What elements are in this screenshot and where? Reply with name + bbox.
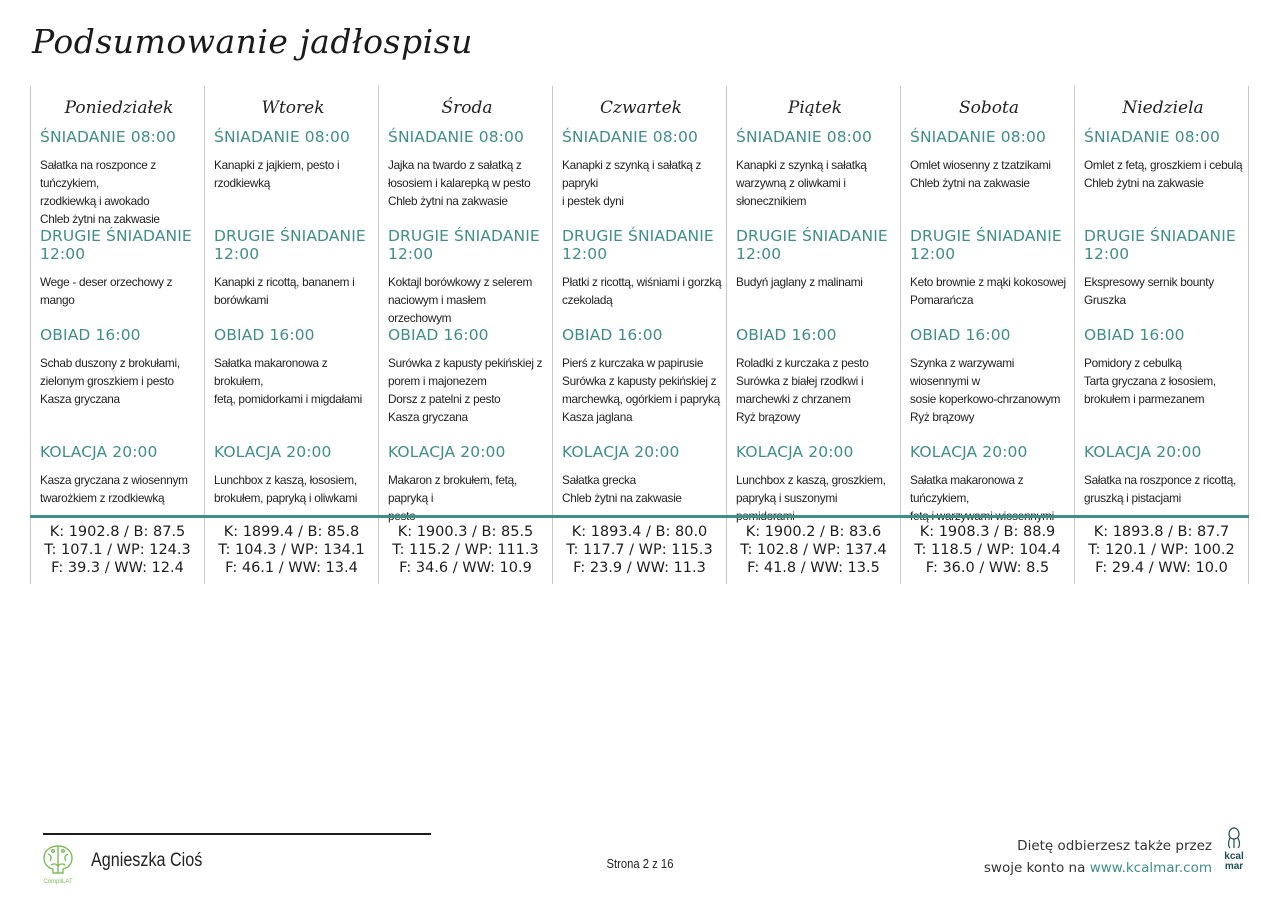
meal-item: i pestek dyni xyxy=(562,194,624,208)
footer-divider xyxy=(43,833,431,835)
day-totals xyxy=(553,523,726,577)
meal-item: Kasza gryczana xyxy=(388,410,468,424)
meal-item: Sałatka na roszponce z tuńczykiem, xyxy=(40,158,157,190)
day-totals xyxy=(901,523,1074,577)
meal-item: Sałatka makaronowa z brokułem, xyxy=(214,356,328,388)
day-column-tuesday xyxy=(204,86,378,584)
meal-item: borówkami xyxy=(214,293,269,307)
totals-line: T: 102.8 / WP: 137.4 xyxy=(740,542,887,558)
meal-item: sosie koperkowo-chrzanowym xyxy=(910,392,1061,406)
totals-line: K: 1908.3 / B: 88.9 xyxy=(919,524,1056,540)
day-totals xyxy=(205,523,378,577)
meal-item: Schab duszony z brokułami, xyxy=(40,356,180,370)
meal-second-breakfast xyxy=(214,227,374,309)
meal-item: Kanapki z ricottą, bananem i xyxy=(214,275,355,289)
logo-text: CompliLAT xyxy=(43,879,73,885)
meal-item: Chleb żytni na zakwasie xyxy=(40,212,160,226)
meal-lunch xyxy=(910,326,1070,426)
meal-label: KOLACJA 20:00 xyxy=(1084,443,1202,461)
meal-breakfast xyxy=(562,128,722,210)
meal-label: DRUGIE ŚNIADANIE 12:00 xyxy=(388,227,540,263)
meal-label: DRUGIE ŚNIADANIE 12:00 xyxy=(214,227,366,263)
meal-label: KOLACJA 20:00 xyxy=(214,443,332,461)
meal-item: Sałatka makaronowa z tuńczykiem, xyxy=(910,473,1024,505)
meal-item: Ryż brązowy xyxy=(736,410,801,424)
totals-line: K: 1900.3 / B: 85.5 xyxy=(397,524,534,540)
meal-item: Gruszka xyxy=(1084,293,1126,307)
meal-dinner xyxy=(40,443,200,507)
meal-item: Keto brownie z mąki kokosowej xyxy=(910,275,1066,289)
meal-item: rzodkiewką xyxy=(214,176,271,190)
meal-item: Kanapki z szynką i sałatką z papryki xyxy=(562,158,702,190)
kcalmar-link[interactable]: www.kcalmar.com xyxy=(1089,860,1212,876)
meal-breakfast xyxy=(214,128,374,192)
meal-label: OBIAD 16:00 xyxy=(736,326,837,344)
meal-lunch xyxy=(736,326,896,426)
meal-item: marchewką, ogórkiem i papryką xyxy=(562,392,720,406)
meal-dinner xyxy=(388,443,548,525)
meal-item: Surówka z kapusty pekińskiej z xyxy=(562,374,717,388)
meal-breakfast xyxy=(40,128,200,228)
meal-item: czekoladą xyxy=(562,293,613,307)
meal-item: Płatki z ricottą, wiśniami i gorzką xyxy=(562,275,722,289)
meal-label: KOLACJA 20:00 xyxy=(388,443,506,461)
day-name: Środa xyxy=(441,98,493,118)
meal-label: KOLACJA 20:00 xyxy=(736,443,854,461)
meal-item: Surówka z kapusty pekińskiej z xyxy=(388,356,543,370)
meal-item: Pierś z kurczaka w papirusie xyxy=(562,356,704,370)
meal-item: słonecznikiem xyxy=(736,194,807,208)
meal-label: DRUGIE ŚNIADANIE 12:00 xyxy=(40,227,192,263)
meal-item: zielonym groszkiem i pesto xyxy=(40,374,174,388)
meal-item: Wege - deser orzechowy z mango xyxy=(40,275,173,307)
day-name: Poniedziałek xyxy=(64,98,174,118)
meal-second-breakfast xyxy=(388,227,548,327)
meal-item: Lunchbox z kaszą, łososiem, xyxy=(214,473,357,487)
meal-item: twarożkiem z rzodkiewką xyxy=(40,491,165,505)
menu-grid xyxy=(30,86,1249,584)
meal-item: Roladki z kurczaka z pesto xyxy=(736,356,869,370)
meal-label: ŚNIADANIE 08:00 xyxy=(214,128,350,146)
meal-item: Ekspresowy sernik bounty xyxy=(1084,275,1214,289)
day-totals xyxy=(379,523,552,577)
meal-second-breakfast xyxy=(40,227,200,309)
meal-label: ŚNIADANIE 08:00 xyxy=(1084,128,1220,146)
promo-line: Dietę odbierzesz także przez xyxy=(1017,838,1212,854)
meal-item: Chleb żytni na zakwasie xyxy=(562,491,682,505)
promo-line xyxy=(984,857,1212,879)
meal-label: DRUGIE ŚNIADANIE 12:00 xyxy=(736,227,888,263)
meal-label: DRUGIE ŚNIADANIE 12:00 xyxy=(910,227,1062,263)
meal-breakfast xyxy=(910,128,1070,192)
meal-label: OBIAD 16:00 xyxy=(40,326,141,344)
meal-label: OBIAD 16:00 xyxy=(910,326,1011,344)
meal-lunch xyxy=(388,326,548,426)
day-name: Czwartek xyxy=(600,98,682,118)
meal-item: Kanapki z jajkiem, pesto i xyxy=(214,158,340,172)
meal-item: Tarta gryczana z łososiem, xyxy=(1084,374,1216,388)
totals-line: T: 115.2 / WP: 111.3 xyxy=(392,542,539,558)
meal-second-breakfast xyxy=(910,227,1070,309)
meal-item: Dorsz z patelni z pesto xyxy=(388,392,501,406)
totals-line: K: 1900.2 / B: 83.6 xyxy=(745,524,882,540)
meal-item: marchewki z chrzanem xyxy=(736,392,851,406)
totals-line: F: 46.1 / WW: 13.4 xyxy=(225,560,358,576)
meal-label: DRUGIE ŚNIADANIE 12:00 xyxy=(1084,227,1236,263)
meal-second-breakfast xyxy=(1084,227,1244,309)
meal-label: OBIAD 16:00 xyxy=(214,326,315,344)
meal-item: Chleb żytni na zakwasie xyxy=(910,176,1030,190)
meal-item: Ryż brązowy xyxy=(910,410,975,424)
meal-label: ŚNIADANIE 08:00 xyxy=(910,128,1046,146)
meal-item: Koktajl borówkowy z selerem xyxy=(388,275,533,289)
meal-item: rzodkiewką i awokado xyxy=(40,194,150,208)
meal-item: Omlet z fetą, groszkiem i cebulą xyxy=(1084,158,1243,172)
totals-line: F: 34.6 / WW: 10.9 xyxy=(399,560,532,576)
day-column-monday xyxy=(30,86,204,584)
meal-item: Chleb żytni na zakwasie xyxy=(1084,176,1204,190)
brand-logo-line: mar xyxy=(1224,861,1244,872)
meal-item: Szynka z warzywami wiosennymi w xyxy=(910,356,1015,388)
author-name: Agnieszka Cioś xyxy=(91,850,203,871)
meal-label: ŚNIADANIE 08:00 xyxy=(40,128,176,146)
meal-label: DRUGIE ŚNIADANIE 12:00 xyxy=(562,227,714,263)
day-name: Wtorek xyxy=(261,98,325,118)
page-number: Strona 2 z 16 xyxy=(606,857,674,871)
promo-text xyxy=(984,835,1212,879)
totals-line: T: 117.7 / WP: 115.3 xyxy=(566,542,713,558)
meal-dinner xyxy=(562,443,722,507)
totals-line: T: 104.3 / WP: 134.1 xyxy=(218,542,365,558)
meal-label: KOLACJA 20:00 xyxy=(40,443,158,461)
day-column-sunday xyxy=(1074,86,1248,584)
meal-item: Makaron z brokułem, fetą, papryką i xyxy=(388,473,517,505)
meal-label: OBIAD 16:00 xyxy=(1084,326,1185,344)
meal-breakfast xyxy=(388,128,548,210)
day-totals xyxy=(31,523,204,577)
meal-lunch xyxy=(40,326,200,408)
totals-line: K: 1902.8 / B: 87.5 xyxy=(49,524,186,540)
meal-breakfast xyxy=(1084,128,1244,192)
page-title: Podsumowanie jadłospisu xyxy=(32,22,473,61)
day-column-friday xyxy=(726,86,900,584)
meal-item: Kasza gryczana z wiosennym xyxy=(40,473,188,487)
day-column-saturday xyxy=(900,86,1074,584)
totals-divider xyxy=(30,515,1249,518)
brand-logo-line: kcal xyxy=(1224,851,1244,862)
meal-item: porem i majonezem xyxy=(388,374,487,388)
meal-dinner xyxy=(910,443,1070,525)
day-totals xyxy=(1075,523,1248,577)
meal-lunch xyxy=(214,326,374,408)
day-column-thursday xyxy=(552,86,726,584)
promo-prefix: swoje konto na xyxy=(983,860,1086,876)
meal-item: gruszką i pistacjami xyxy=(1084,491,1181,505)
totals-line: K: 1893.4 / B: 80.0 xyxy=(571,524,708,540)
meal-item: Pomidory z cebulką xyxy=(1084,356,1182,370)
meal-item: papryką i suszonymi xyxy=(736,491,838,505)
totals-line: K: 1893.8 / B: 87.7 xyxy=(1093,524,1230,540)
day-column-wednesday xyxy=(378,86,552,584)
meal-breakfast xyxy=(736,128,896,210)
meal-item: warzywną z oliwkami i xyxy=(736,176,846,190)
meal-item: fetą, pomidorkami i migdałami xyxy=(214,392,362,406)
brain-logo-icon xyxy=(39,842,77,886)
totals-line: F: 36.0 / WW: 8.5 xyxy=(925,560,1050,576)
meal-item: Omlet wiosenny z tzatzikami xyxy=(910,158,1051,172)
totals-line: T: 120.1 / WP: 100.2 xyxy=(1088,542,1235,558)
meal-item: Surówka z białej rzodkwi i xyxy=(736,374,864,388)
meal-second-breakfast xyxy=(736,227,896,291)
totals-line: F: 41.8 / WW: 13.5 xyxy=(747,560,880,576)
day-totals xyxy=(727,523,900,577)
totals-line: F: 29.4 / WW: 10.0 xyxy=(1095,560,1228,576)
meal-item: łososiem i kalarepką w pesto xyxy=(388,176,531,190)
day-name: Niedziela xyxy=(1122,98,1204,118)
meal-label: ŚNIADANIE 08:00 xyxy=(562,128,698,146)
meal-label: KOLACJA 20:00 xyxy=(910,443,1028,461)
meal-label: ŚNIADANIE 08:00 xyxy=(736,128,872,146)
meal-item: Kasza gryczana xyxy=(40,392,120,406)
meal-item: Chleb żytni na zakwasie xyxy=(388,194,508,208)
meal-item: Sałatka grecka xyxy=(562,473,636,487)
totals-line: F: 39.3 / WW: 12.4 xyxy=(51,560,184,576)
meal-dinner xyxy=(1084,443,1244,507)
meal-item: Jajka na twardo z sałatką z xyxy=(388,158,522,172)
totals-line: T: 107.1 / WP: 124.3 xyxy=(44,542,191,558)
meal-label: OBIAD 16:00 xyxy=(562,326,663,344)
meal-item: Lunchbox z kaszą, groszkiem, xyxy=(736,473,886,487)
meal-item: Pomarańcza xyxy=(910,293,974,307)
totals-line: K: 1899.4 / B: 85.8 xyxy=(223,524,360,540)
meal-item: naciowym i masłem orzechowym xyxy=(388,293,486,325)
meal-item: brokułem i parmezanem xyxy=(1084,392,1205,406)
kcalmar-logo-icon xyxy=(1216,826,1252,872)
meal-item: Kasza jaglana xyxy=(562,410,633,424)
meal-item: brokułem, papryką i oliwkami xyxy=(214,491,358,505)
meal-label: OBIAD 16:00 xyxy=(388,326,489,344)
meal-item: Sałatka na roszponce z ricottą, xyxy=(1084,473,1237,487)
meal-lunch xyxy=(1084,326,1244,408)
meal-label: KOLACJA 20:00 xyxy=(562,443,680,461)
meal-second-breakfast xyxy=(562,227,722,309)
totals-line: F: 23.9 / WW: 11.3 xyxy=(573,560,706,576)
meal-label: ŚNIADANIE 08:00 xyxy=(388,128,524,146)
meal-dinner xyxy=(736,443,896,525)
day-name: Sobota xyxy=(959,98,1019,118)
totals-line: T: 118.5 / WP: 104.4 xyxy=(914,542,1061,558)
day-name: Piątek xyxy=(787,98,843,118)
meal-lunch xyxy=(562,326,722,426)
meal-dinner xyxy=(214,443,374,507)
meal-item: Kanapki z szynką i sałatką xyxy=(736,158,867,172)
meal-item: Budyń jaglany z malinami xyxy=(736,275,863,289)
